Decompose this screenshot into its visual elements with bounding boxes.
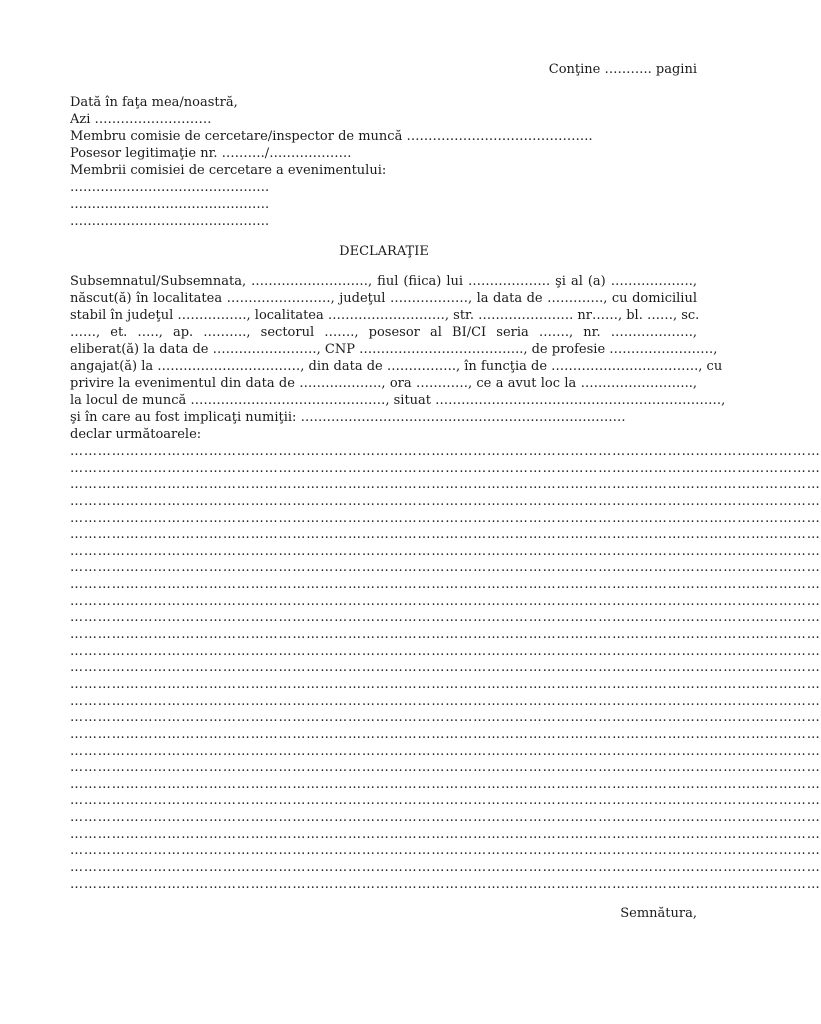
signature-label: Semnătura, (620, 906, 697, 921)
header-line: Membru comisie de cercetare/inspector de muncă ……………………………………. (70, 129, 593, 144)
body-line: eliberat(ă) la data de ……………………, CNP ……………………………….., de profesie ……………………, (70, 342, 718, 357)
dotted-line: ……………………………………………………………………………………………………………………………………………… (70, 760, 821, 776)
dotted-line: ……………………………………………………………………………………………………………………………………………… (70, 527, 821, 543)
dotted-line: ……………………………………………………………………………………………………………………………………………… (70, 610, 821, 626)
body-line: declar următoarele: (70, 427, 202, 442)
dotted-line: ……………………………………………………………………………………………………………………………………………… (70, 643, 821, 659)
dotted-line: ……………………………………………………………………………………………………………………………………………… (70, 577, 821, 593)
body-line: privire la evenimentul din data de ………………., ora …………, ce a avut loc la …………………….., (70, 376, 697, 391)
dotted-line: ……………………………………………………………………………………………………………………………………………… (70, 477, 821, 493)
dotted-line: ……………………………………………………………………………………………………………………………………………… (70, 810, 821, 826)
dotted-line: ……………………………………………………………………………………………………………………………………………… (70, 876, 821, 892)
body-line: Subsemnatul/Subsemnata, ………………………, fiul (fiica) lui ………………. şi al (a) ………………., (70, 274, 697, 289)
dotted-line: ……………………………………………………………………………………………………………………………………………… (70, 726, 821, 742)
dotted-line: ……………………………………………………………………………………………………………………………………………… (70, 743, 821, 759)
dotted-line: ……………………………………………………………………………………………………………………………………………… (70, 460, 821, 476)
declaration-body (70, 273, 726, 443)
body-line: stabil în judeţul ……………., localitatea ………………………, str. …………………. nr……, bl. ……, sc. (70, 308, 700, 323)
dotted-line: ……………………………………………………………………………………………………………………………………………… (70, 826, 821, 842)
body-line: şi în care au fost implicaţi numiţii: ………………………………………………………………… (70, 410, 626, 425)
document-title: DECLARAŢIE (339, 244, 429, 259)
dotted-line: ……………………………………………………………………………………………………………………………………………… (70, 776, 821, 792)
dotted-line: ……………………………………………………………………………………………………………………………………………… (70, 593, 821, 609)
dotted-line: ……………………………………………………………………………………………………………………………………………… (70, 793, 821, 809)
pages-count: Conţine ……….. pagini (548, 62, 697, 77)
dotted-lines-area (70, 443, 821, 892)
body-line: angajat(ă) la ……………………………, din data de ……………., în funcţia de ……………………………., cu (70, 359, 723, 374)
body-line: născut(ă) în localitatea ……………………, judeţul ………………, la data de …………., cu domiciliul (70, 291, 697, 306)
dotted-line: ……………………………………………………………………………………………………………………………………………… (70, 843, 821, 859)
dotted-line: ……………………………………………………………………………………………………………………………………………… (70, 543, 821, 559)
header-line: ………………………………………. (70, 197, 270, 212)
dotted-line: ……………………………………………………………………………………………………………………………………………… (70, 676, 821, 692)
dotted-line: ……………………………………………………………………………………………………………………………………………… (70, 444, 821, 459)
header-block (70, 94, 700, 230)
header-line: ………………………………………. (70, 214, 270, 229)
dotted-line: ……………………………………………………………………………………………………………………………………………… (70, 660, 821, 676)
dotted-line: ……………………………………………………………………………………………………………………………………………… (70, 510, 821, 526)
header-line: ………………………………………. (70, 180, 270, 195)
body-line: ……, et. ….., ap. ………., sectorul ……., posesor al BI/CI seria ……., nr. ………………., (70, 325, 697, 340)
dotted-line: ……………………………………………………………………………………………………………………………………………… (70, 560, 821, 576)
dotted-line: ……………………………………………………………………………………………………………………………………………… (70, 710, 821, 726)
header-line: Dată în faţa mea/noastră, (70, 95, 238, 110)
header-line: Posesor legitimaţie nr. ………./………………. (70, 146, 352, 161)
dotted-line: ……………………………………………………………………………………………………………………………………………… (70, 860, 821, 876)
dotted-line: ……………………………………………………………………………………………………………………………………………… (70, 493, 821, 509)
dotted-line: ……………………………………………………………………………………………………………………………………………… (70, 627, 821, 643)
header-line: Membrii comisiei de cercetare a evenimentului: (70, 163, 387, 178)
body-line: la locul de muncă ………………………………………, situat …………………………………………………………, (70, 393, 726, 408)
dotted-line: ……………………………………………………………………………………………………………………………………………… (70, 693, 821, 709)
header-line: Azi ……………………… (70, 112, 212, 127)
